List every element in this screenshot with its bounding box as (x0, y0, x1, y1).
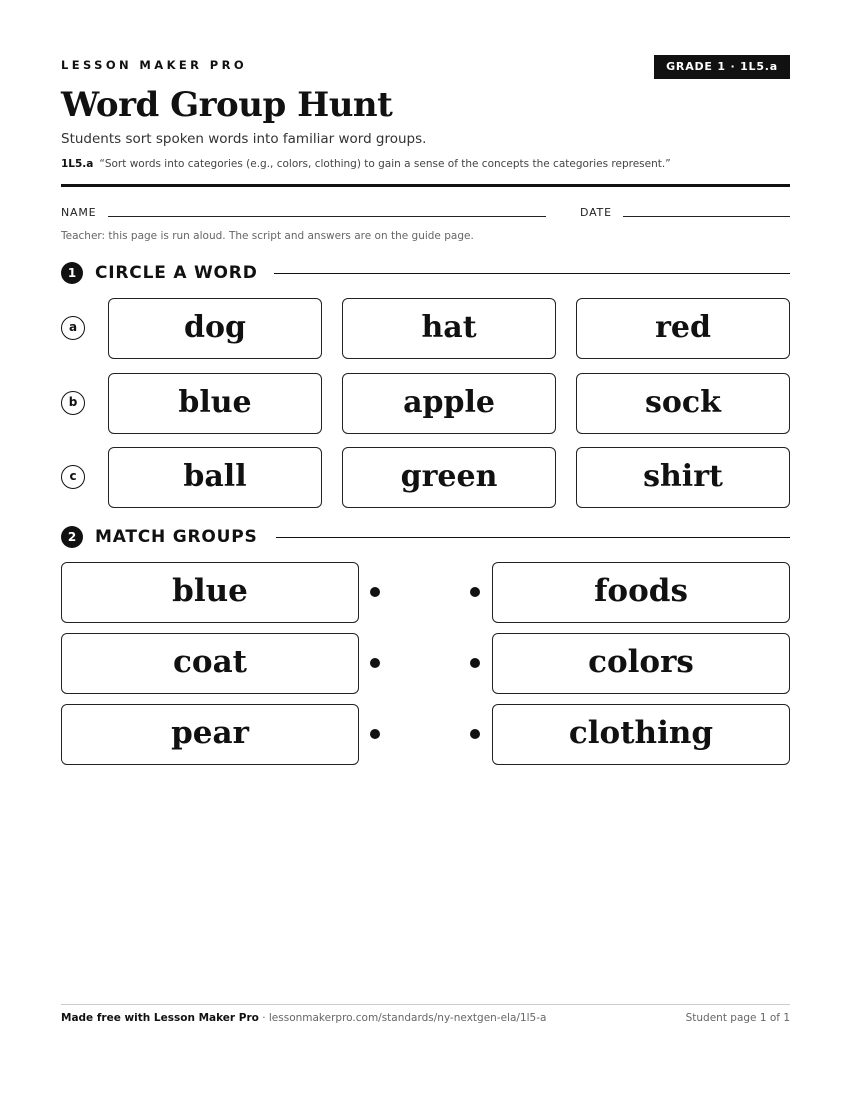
row-label-a: a (61, 316, 85, 340)
section-number-badge: 2 (61, 526, 83, 548)
name-label: NAME (61, 206, 97, 219)
name-field[interactable] (108, 216, 546, 217)
match-group-foods[interactable]: foods (492, 562, 790, 623)
section-number-badge: 1 (61, 262, 83, 284)
date-field[interactable] (623, 216, 790, 217)
footer-credit (61, 1012, 546, 1024)
match-dot-left[interactable] (370, 587, 380, 597)
footer-made-by: Made free with Lesson Maker Pro (61, 1012, 259, 1024)
section-title: CIRCLE A WORD (95, 263, 258, 283)
row-label-c: c (61, 465, 85, 489)
match-word-blue[interactable]: blue (61, 562, 359, 623)
word-card-hat[interactable]: hat (342, 298, 556, 359)
standard-text: “Sort words into categories (e.g., colors, clothing) to gain a sense of the concepts the categories represent.” (99, 158, 671, 170)
match-group-colors[interactable]: colors (492, 633, 790, 694)
match-dot-left[interactable] (370, 658, 380, 668)
word-card-apple[interactable]: apple (342, 373, 556, 434)
standard-code: 1L5.a (61, 158, 94, 170)
word-card-sock[interactable]: sock (576, 373, 790, 434)
match-dot-left[interactable] (370, 729, 380, 739)
section-divider (276, 537, 790, 538)
section-circle-a-word-header (61, 261, 790, 285)
row-label-b: b (61, 391, 85, 415)
footer-divider (61, 1004, 790, 1005)
word-card-red[interactable]: red (576, 298, 790, 359)
match-dot-right[interactable] (470, 587, 480, 597)
worksheet-page (61, 0, 790, 1100)
match-dot-right[interactable] (470, 729, 480, 739)
footer-page-info: Student page 1 of 1 (685, 1012, 790, 1024)
match-word-pear[interactable]: pear (61, 704, 359, 765)
brand-name: LESSON MAKER PRO (61, 58, 248, 72)
match-group-clothing[interactable]: clothing (492, 704, 790, 765)
page-subtitle: Students sort spoken words into familiar word groups. (61, 131, 427, 147)
word-card-blue[interactable]: blue (108, 373, 322, 434)
date-label: DATE (580, 206, 612, 219)
section-divider (274, 273, 790, 274)
footer-separator: · (258, 1012, 269, 1024)
word-card-shirt[interactable]: shirt (576, 447, 790, 508)
section-title: MATCH GROUPS (95, 527, 258, 547)
teacher-note: Teacher: this page is run aloud. The script and answers are on the guide page. (61, 230, 474, 242)
standard-line (61, 158, 671, 170)
word-card-ball[interactable]: ball (108, 447, 322, 508)
grade-badge: GRADE 1 · 1L5.a (654, 55, 790, 79)
page-title: Word Group Hunt (61, 85, 393, 125)
word-card-green[interactable]: green (342, 447, 556, 508)
match-word-coat[interactable]: coat (61, 633, 359, 694)
footer-url-link[interactable]: lessonmakerpro.com/standards/ny-nextgen-ela/1l5-a (268, 1012, 547, 1024)
section-match-groups-header (61, 525, 790, 549)
match-dot-right[interactable] (470, 658, 480, 668)
word-card-dog[interactable]: dog (108, 298, 322, 359)
header-divider (61, 184, 790, 187)
